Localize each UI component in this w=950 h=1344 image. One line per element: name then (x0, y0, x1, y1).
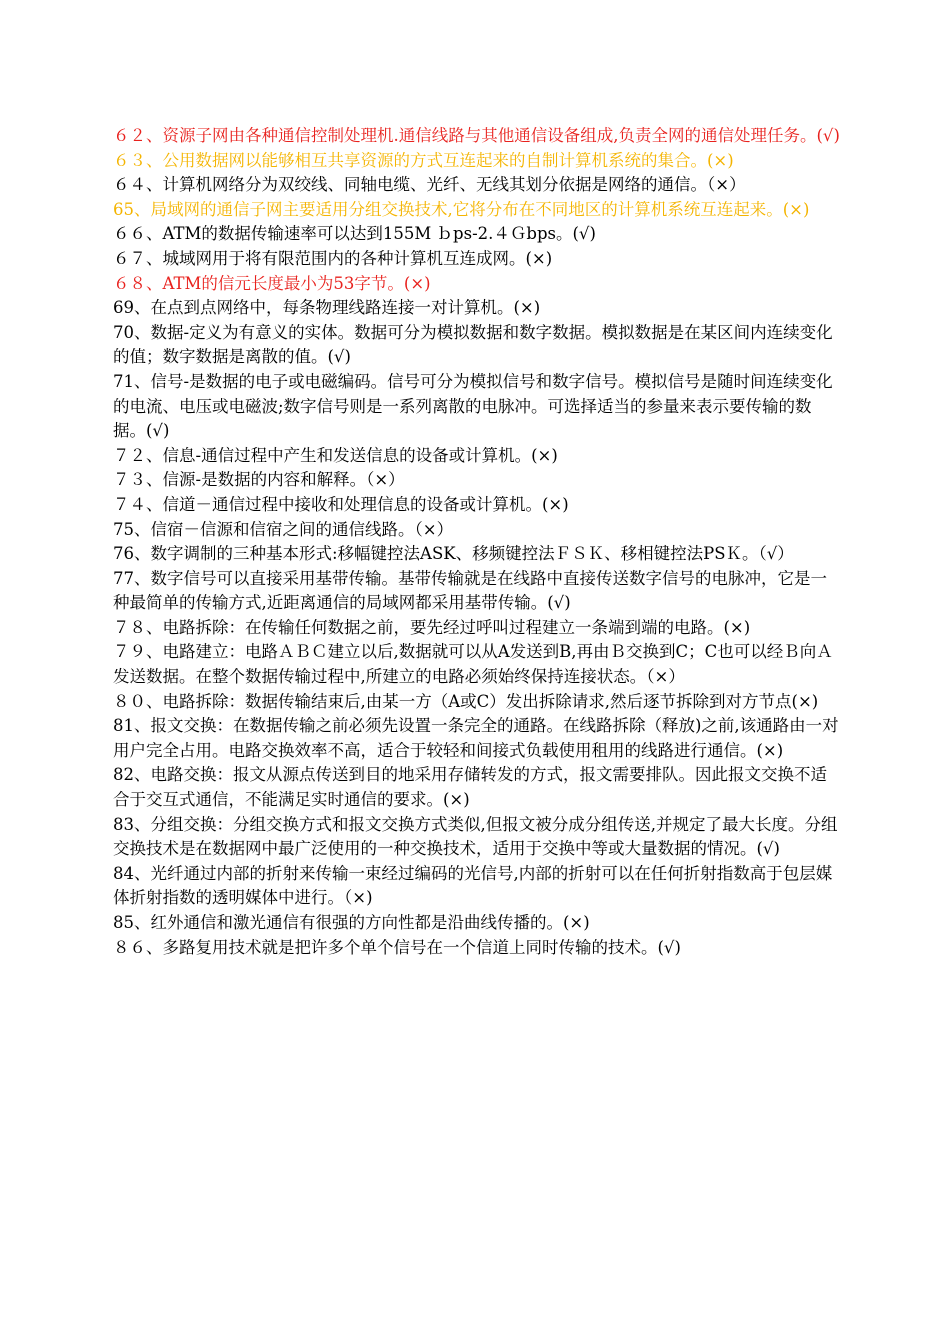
list-item: 83、分组交换：分组交换方式和报文交换方式类似,但报文被分成分组传送,并规定了最大长度。分组交换技术是在数据网中最广泛使用的一种交换技术，适用于交换中等或大量数据的情况。(√) (113, 814, 838, 859)
list-item: 82、电路交换：报文从源点传送到目的地采用存储转发的方式，报文需要排队。因此报文交换不适合于交互式通信，不能满足实时通信的要求。(×) (113, 765, 827, 810)
list-item: 71、信号-是数据的电子或电磁编码。信号可分为模拟信号和数字信号。模拟信号是随时间连续变化的电流、电压或电磁波;数字信号则是一系列离散的电脉冲。可选择适当的参量来表示要传输的数据。(√) (113, 371, 833, 441)
list-item: 70、数据-定义为有意义的实体。数据可分为模拟数据和数字数据。模拟数据是在某区间内连续变化的值；数字数据是离散的值。(√) (113, 322, 833, 367)
list-item: ７２、信息-通信过程中产生和发送信息的设备或计算机。(×) (113, 445, 558, 465)
list-item: 65、局域网的通信子网主要适用分组交换技术,它将分布在不同地区的计算机系统互连起来。(×) (113, 199, 810, 219)
list-item: 77、数字信号可以直接采用基带传输。基带传输就是在线路中直接传送数字信号的电脉冲，它是一种最简单的传输方式,近距离通信的局域网都采用基带传输。(√) (113, 568, 827, 613)
list-item: 76、数字调制的三种基本形式:移幅键控法ASK、移频键控法ＦＳＫ、移相键控法PSＫ。（√） (113, 544, 794, 564)
list-item: 75、信宿－信源和信宿之间的通信线路。（×） (113, 519, 454, 539)
list-item: ８０、电路拆除：数据传输结束后,由某一方（A或C）发出拆除请求,然后逐节拆除到对方节点(×) (113, 691, 819, 711)
list-item: 69、在点到点网络中，每条物理线路连接一对计算机。(×) (113, 298, 541, 318)
list-item: ７３、信源-是数据的内容和解释。（×） (113, 470, 405, 490)
list-item: ８６、多路复用技术就是把许多个单个信号在一个信道上同时传输的技术。(√) (113, 937, 681, 957)
list-item: ７９、电路建立：电路ＡＢＣ建立以后,数据就可以从A发送到B,再由Ｂ交换到C；C也可以经Ｂ向Ａ发送数据。在整个数据传输过程中,所建立的电路必须始终保持连接状态。（×） (113, 642, 833, 687)
list-item: ７４、信道－通信过程中接收和处理信息的设备或计算机。(×) (113, 494, 569, 514)
list-item: ６４、计算机网络分为双绞线、同轴电缆、光纤、无线其划分依据是网络的通信。（×） (113, 175, 746, 195)
question-list (113, 124, 843, 960)
list-item: ６３、公用数据网以能够相互共享资源的方式互连起来的自制计算机系统的集合。(×) (113, 150, 734, 170)
list-item: 85、红外通信和激光通信有很强的方向性都是沿曲线传播的。(×) (113, 913, 590, 932)
list-item: ６７、城域网用于将有限范围内的各种计算机互连成网。(×) (113, 248, 553, 268)
list-item: ７８、电路拆除：在传输任何数据之前，要先经过呼叫过程建立一条端到端的电路。(×) (113, 617, 751, 637)
list-item: ６６、ATM的数据传输速率可以达到155M ｂps-2.４Ｇbps。(√) (113, 224, 596, 244)
list-item: ６８、ATM的信元长度最小为53字节。(×) (113, 273, 431, 293)
list-item: 84、光纤通过内部的折射来传输一束经过编码的光信号,内部的折射可以在任何折射指数高于包层媒体折射指数的透明媒体中进行。（×) (113, 863, 833, 908)
list-item: 81、报文交换：在数据传输之前必须先设置一条完全的通路。在线路拆除（释放)之前,该通路由一对用户完全占用。电路交换效率不高，适合于较轻和间接式负载使用租用的线路进行通信。(×) (113, 716, 839, 760)
list-item: ６２、资源子网由各种通信控制处理机.通信线路与其他通信设备组成,负责全网的通信处理任务。(√) (113, 126, 840, 145)
